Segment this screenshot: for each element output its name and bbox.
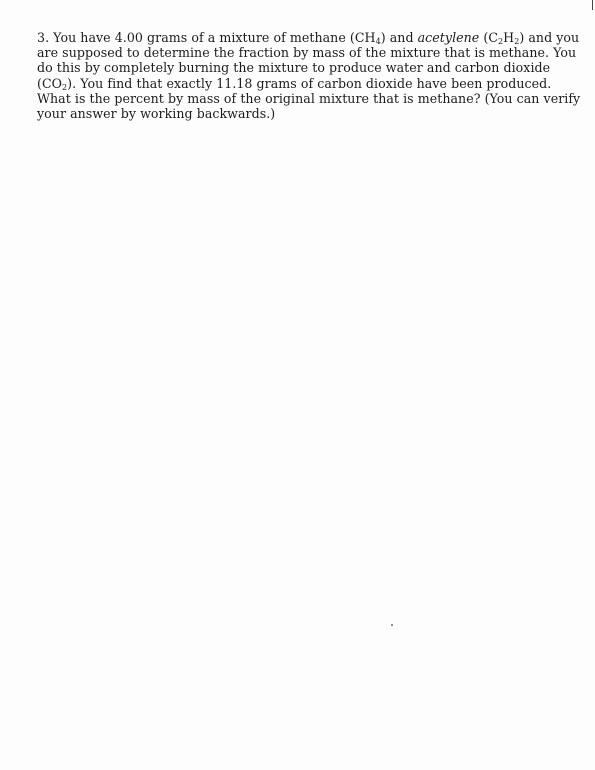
subscript: 2 [498,37,504,46]
problem-line-1 [37,30,580,46]
scan-speck [391,624,393,626]
text-run: ). You find that exactly 11.18 grams of carbon dioxide have been produced. [67,75,552,91]
text-run: ) and you [519,30,580,45]
problem-line-2: are supposed to determine the fraction by mass of the mixture that is methane. You [37,45,577,61]
subscript: 4 [375,37,381,46]
problem-line-6: your answer by working backwards.) [37,106,276,122]
text-run: 3. You have 4.00 grams of a mixture of methane (CH [37,30,376,45]
problem-line-3: do this by completely burning the mixture to produce water and carbon dioxide [37,60,551,76]
problem-3-text [37,30,581,122]
text-run: (C [479,30,499,45]
scan-edge-mark [592,0,593,10]
problem-line-5: What is the percent by mass of the original mixture that is methane? (You can verify [37,90,581,106]
text-run: H [503,30,515,45]
text-run: (CO [37,75,63,91]
subscript: 2 [62,82,68,92]
text-run: ) and [380,30,418,45]
problem-line-4 [37,76,567,91]
subscript: 2 [514,37,520,46]
acetylene-term: acetylene [417,30,480,45]
